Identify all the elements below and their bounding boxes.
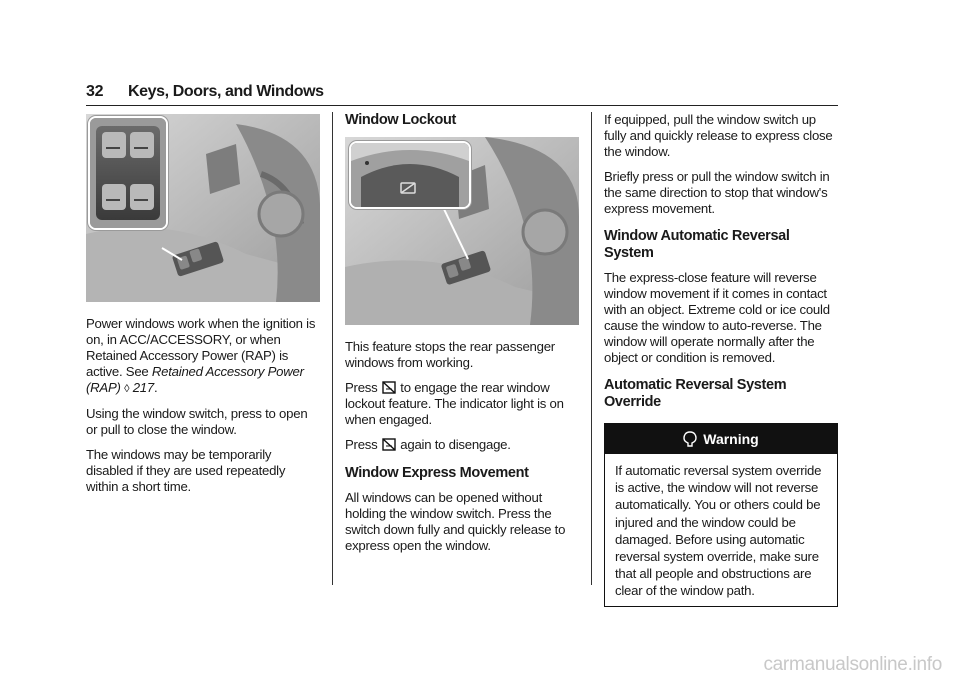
watermark: carmanualsonline.info (763, 654, 942, 675)
column-divider (332, 112, 333, 585)
warning-text: If automatic reversal system override is active, the window will not reverse automatically. You or others could be injured and the window could be damaged. Before using automatic reversal system override, make sure that all people and obstructions are clear of the window path. (615, 463, 822, 599)
footer (0, 652, 960, 678)
warning-header (605, 424, 837, 454)
warning-title: Warning (703, 431, 759, 447)
paragraph: The express-close feature will reverse window movement if it comes in contact with an object. Extreme cold or ice could cause the window to auto-reverse. The window will operate normally after the object or condition is removed. (604, 270, 830, 365)
page-header (86, 83, 838, 106)
paragraph: Press to engage the rear window lockout feature. The indicator light is on when engaged. (345, 380, 564, 427)
page-number: 32 (86, 83, 104, 100)
heading-reversal-override: Automatic Reversal System Override (604, 377, 787, 410)
column-1 (86, 112, 320, 504)
column-divider (591, 112, 592, 585)
warning-icon (683, 427, 697, 443)
warning-box (604, 423, 838, 607)
paragraph: Press again to disengage. (345, 437, 511, 452)
heading-window-express-movement: Window Express Movement (345, 465, 529, 481)
page-ref-number[interactable]: 217 (132, 380, 154, 395)
lockout-switch-photo (345, 137, 579, 325)
paragraph: Briefly press or pull the window switch in the same direction to stop that window's express movement. (604, 169, 830, 216)
window-switch-photo (86, 114, 320, 302)
paragraph: Power windows work when the ignition is on, in ACC/ACCESSORY, or when Retained Accessory Power (RAP) is active. See Retained Accessory Power (RAP) ◊ 217. (86, 316, 316, 395)
warning-body (605, 454, 837, 606)
paragraph: This feature stops the rear passenger windows from working. (345, 339, 555, 370)
page-ref-icon: ◊ (124, 383, 130, 395)
paragraph: If equipped, pull the window switch up fully and quickly release to express close the window. (604, 112, 833, 159)
window-lockout-icon (382, 438, 396, 451)
paragraph: All windows can be opened without holding the window switch. Press the switch down fully and quickly release to express open the window. (345, 490, 566, 553)
section-title: Keys, Doors, and Windows (128, 83, 324, 100)
heading-window-lockout: Window Lockout (345, 112, 456, 128)
cross-reference-link[interactable]: Retained Accessory Power (RAP) (86, 364, 304, 395)
column-3 (604, 112, 838, 607)
column-2 (345, 112, 579, 563)
lockout-button-closeup (349, 141, 471, 209)
paragraph: The windows may be temporarily disabled if they are used repeatedly within a short time. (86, 447, 286, 494)
window-switch-closeup (88, 116, 168, 230)
heading-window-automatic-reversal: Window Automatic Reversal System (604, 228, 790, 261)
window-lockout-icon (382, 381, 396, 394)
paragraph: Using the window switch, press to open or pull to close the window. (86, 406, 308, 437)
